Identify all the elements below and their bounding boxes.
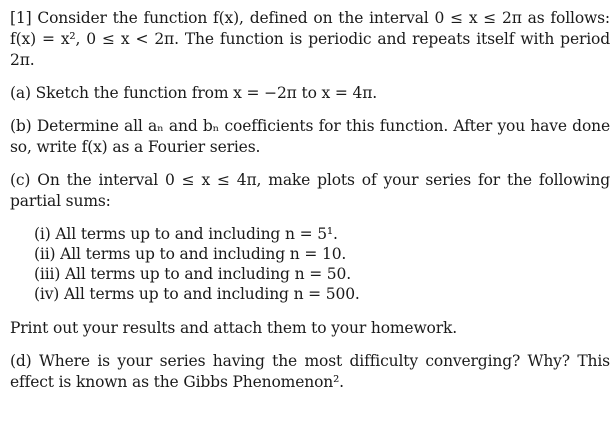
part-b: (b) Determine all aₙ and bₙ coefficients for this function. After you have done so, write f(x) as a Fourier series. <box>10 117 610 156</box>
print-note: Print out your results and attach them to your homework. <box>10 319 458 337</box>
partial-sum-item: (ii) All terms up to and including n = 10. <box>34 245 347 263</box>
problem-intro: [1] Consider the function f(x), defined on the interval 0 ≤ x ≤ 2π as follows: f(x) = x², 0 ≤ x < 2π. The function is periodic and repeats itself with period 2π. <box>10 9 610 69</box>
partial-sum-item: (iv) All terms up to and including n = 500. <box>34 285 360 303</box>
partial-sum-item: (i) All terms up to and including n = 5¹. <box>34 225 338 243</box>
partial-sum-item: (iii) All terms up to and including n = 50. <box>34 265 352 283</box>
part-d: (d) Where is your series having the most difficulty converging? Why? This effect is known as the Gibbs Phenomenon². <box>10 352 610 391</box>
part-c: (c) On the interval 0 ≤ x ≤ 4π, make plots of your series for the following partial sums: <box>10 171 610 210</box>
part-a: (a) Sketch the function from x = −2π to x = 4π. <box>10 84 378 102</box>
problem-document <box>10 8 610 405</box>
partial-sums-list <box>34 224 610 304</box>
